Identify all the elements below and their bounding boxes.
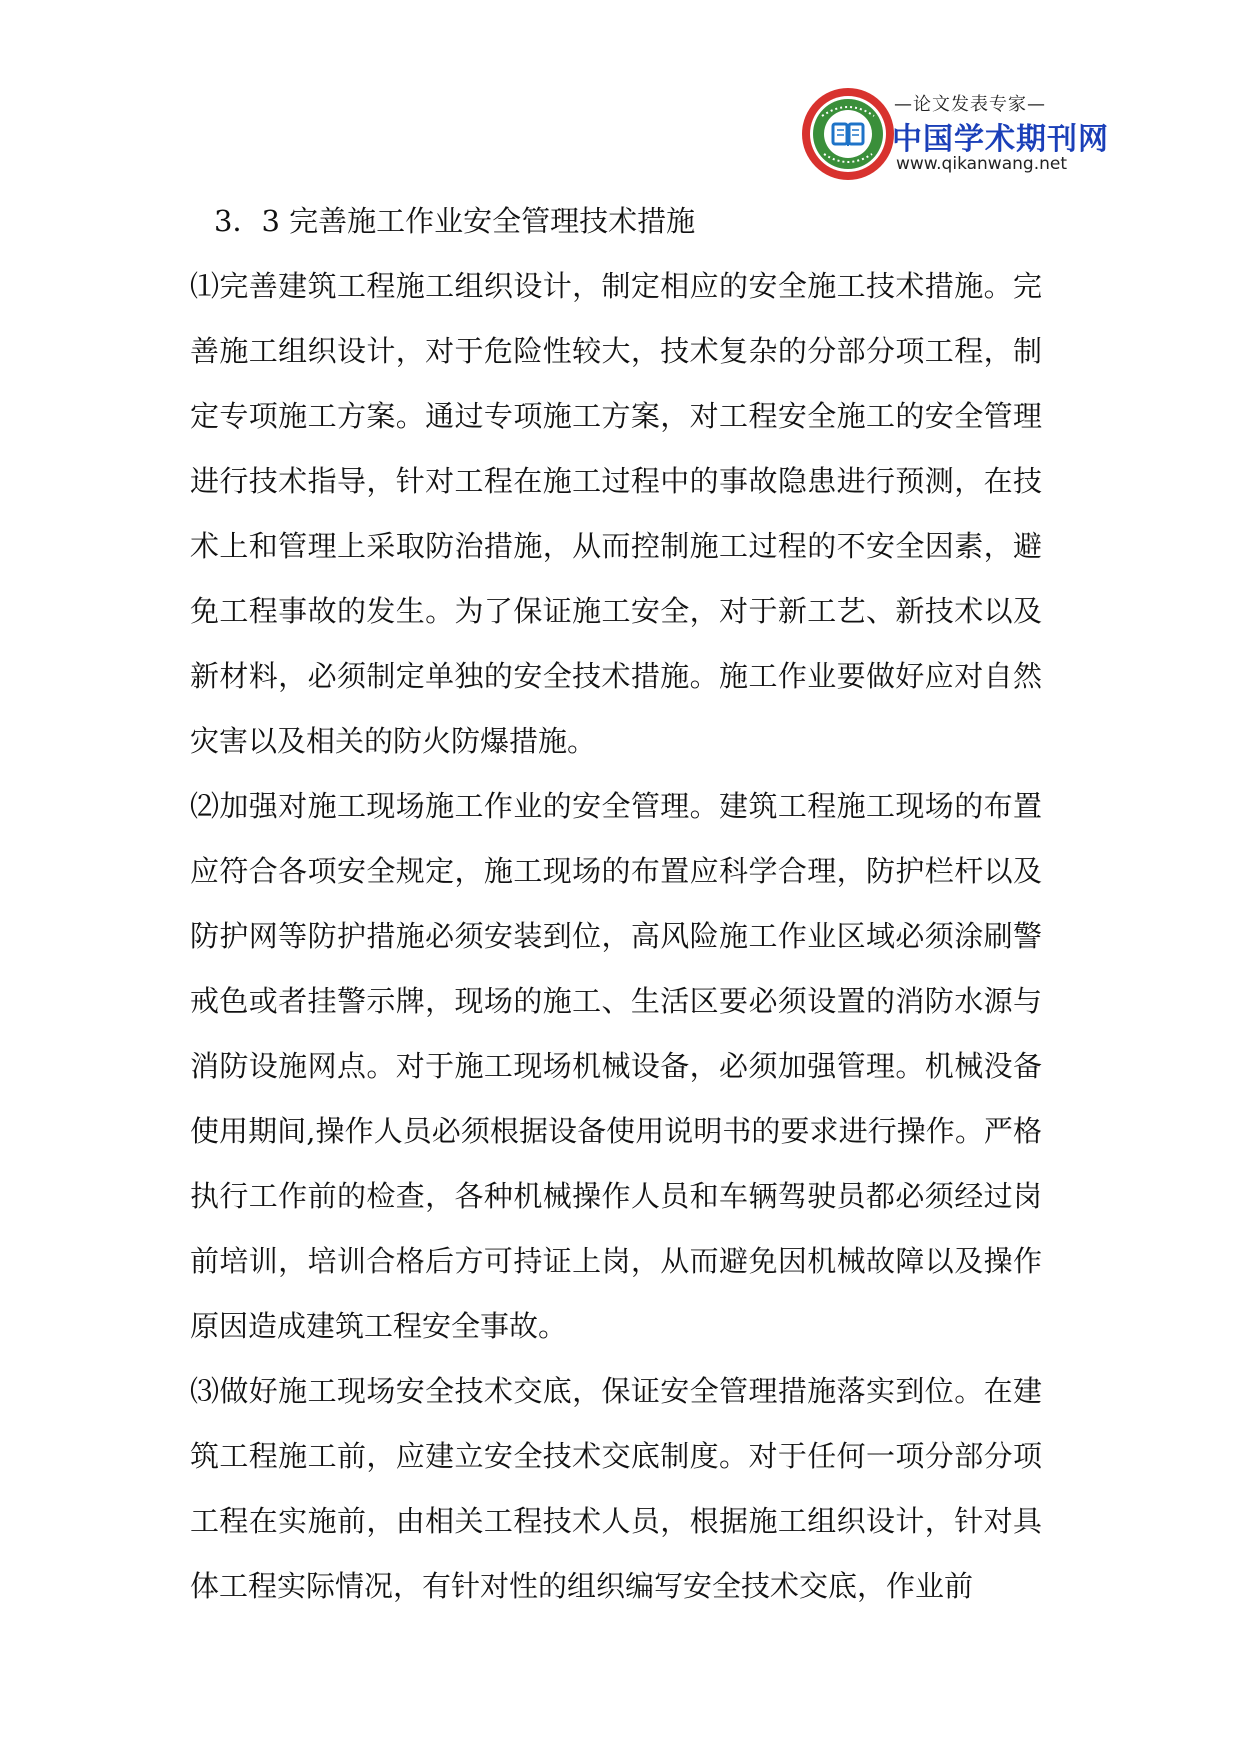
site-logo[interactable] [800, 84, 1109, 186]
logo-tagline: —论文发表专家— [894, 94, 1046, 115]
paragraph-2: ⑵加强对施工现场施工作业的安全管理。建筑工程施工现场的布置应符合各项安全规定，施工现场的布置应科学合理，防护栏杆以及防护网等防护措施必须安装到位，高风险施工作业区域必须涂刷警戒色或者挂警示牌，现场的施工、生活区要必须设置的消防水源与消防设施网点。对于施工现场机械设备，必须加强管理。机械没备使用期间,操作人员必须根据设备使用说明书的要求进行操作。严格执行工作前的检查，各种机械操作人员和车辆驾驶员都必须经过岗前培训，培训合格后方可持证上岗，从而避免因机械故障以及操作原因造成建筑工程安全事故。 [190, 789, 1042, 1343]
logo-url[interactable]: www.qikanwang.net [896, 154, 1067, 174]
paragraph-1: ⑴完善建筑工程施工组织设计，制定相应的安全施工技术措施。完善施工组织设计，对于危险性较大，技术复杂的分部分项工程，制定专项施工方案。通过专项施工方案，对工程安全施工的安全管理进行技术指导，针对工程在施工过程中的事故隐患进行预测，在技术上和管理上采取防治措施，从而控制施工过程的不安全因素，避免工程事故的发生。为了保证施工安全，对于新工艺、新技术以及新材料，必须制定单独的安全技术措施。施工作业要做好应对自然灾害以及相关的防火防爆措施。 [190, 269, 1042, 758]
paragraph-3: ⑶做好施工现场安全技术交底，保证安全管理措施落实到位。在建筑工程施工前，应建立安全技术交底制度。对于任何一项分部分项工程在实施前，由相关工程技术人员，根据施工组织设计，针对具体工程实际情况，有针对性的组织编写安全技术交底，作业前 [190, 1374, 1042, 1603]
document-body [190, 189, 1042, 1619]
seal-logo-icon [800, 86, 896, 182]
section-heading: 3．3 完善施工作业安全管理技术措施 [214, 204, 696, 238]
logo-name: 中国学术期刊网 [892, 122, 1109, 157]
